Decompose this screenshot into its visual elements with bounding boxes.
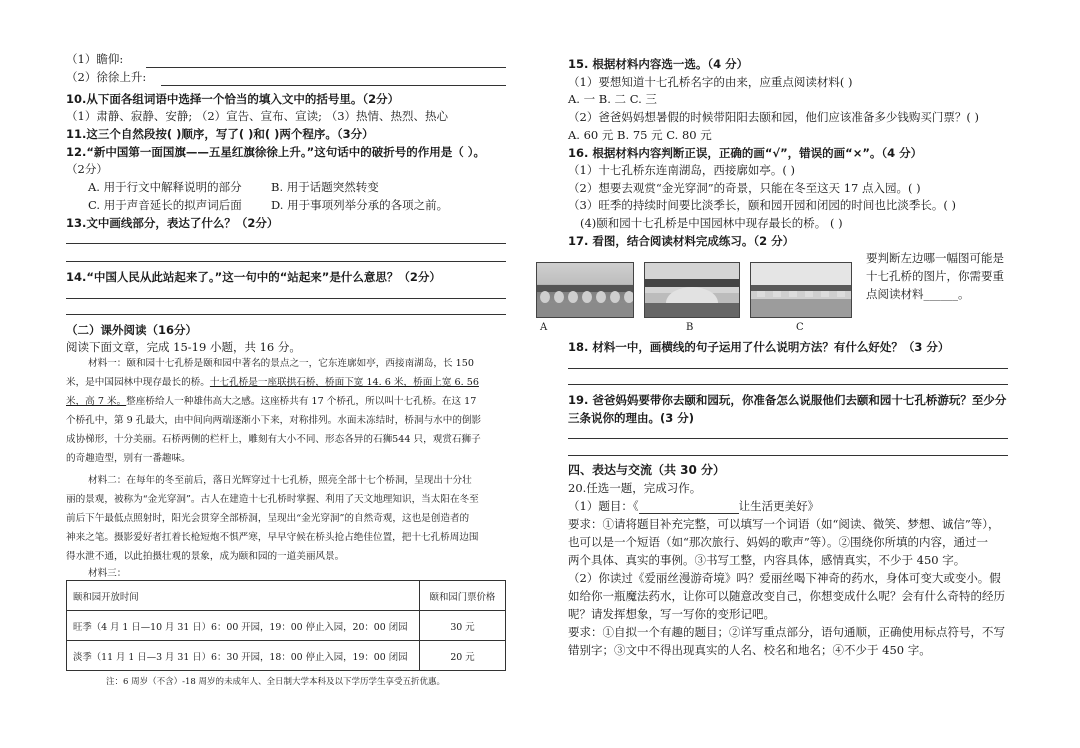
table-cell: 20 元 — [420, 641, 506, 671]
material1-line3: 米，高 7 米。整座桥给人一种雄伟高大之感。这座桥共有 17 个桥孔，所以叫十七孔桥。在这 17 — [66, 396, 477, 407]
bridge-photo-a — [536, 262, 634, 318]
table-header: 颐和园门票价格 — [420, 581, 506, 611]
photo-b-caption: B — [686, 322, 694, 333]
material1-line6: 的奇趣造型，别有一番趣味。 — [66, 453, 191, 464]
q9-2: （2）徐徐上升: — [66, 70, 147, 84]
table-cell: 30 元 — [420, 611, 506, 641]
q20-1-req-line2: 也可以是一个短语（如“那次旅行、妈妈的歌声”等）。②围绕你所填的内容，通过一 — [568, 535, 989, 549]
answer-line — [568, 438, 1008, 439]
q18: 18. 材料一中，画横线的句子运用了什么说明方法？有什么好处？（3 分） — [568, 340, 950, 354]
q12-option-d: D. 用于事项列举分承的各项之前。 — [271, 198, 449, 212]
underlined-sentence: 十七孔桥是一座联拱石桥，桥面下宽 14. 6 米，桥面上宽 6. 56 — [209, 377, 479, 388]
underlined-sentence-end: 米，高 7 米。 — [66, 396, 127, 407]
q20-1: （1）题目：《 让生活更美好》 — [568, 499, 820, 513]
answer-line — [568, 455, 1008, 456]
bridge-photo-b — [644, 262, 740, 318]
q10-options: （1）肃静、寂静、安静; （2）宣告、宣布、宣读; （3）热情、热烈、热心 — [66, 109, 449, 123]
q12-option-c: C. 用于声音延长的拟声词后面 — [88, 198, 242, 212]
long-bridge-image — [751, 263, 851, 317]
section2-intro: 阅读下面文章，完成 15-19 小题，共 16 分。 — [66, 340, 301, 354]
q15-2: （2）爸爸妈妈想暑假的时候带阳阳去颐和园，他们应该准备多少钱购买门票？( ) — [568, 110, 979, 124]
table-row — [67, 581, 506, 611]
material2-line2: 丽的景观，被称为“金光穿洞”。古人在建造十七孔桥时掌握、利用了天文地理知识，当太阳在冬至 — [66, 494, 479, 505]
section4-title: 四、表达与交流（共 30 分） — [568, 463, 726, 477]
q20-2-req-line2: 错别字；③文中不得出现真实的人名、校名和地名；④不少于 450 字。 — [568, 643, 931, 657]
material2-line3: 前后下午最低点照射时，阳光会贯穿全部桥洞，呈现出“金光穿洞”的自然奇观，这也是创造者的 — [66, 513, 470, 524]
q16-4: (4)颐和园十七孔桥是中国园林中现存最长的桥。 ( ) — [580, 216, 843, 230]
q20-2-line1: （2）你读过《爱丽丝漫游奇境》吗？爱丽丝喝下神奇的药水，身体可变大或变小。假 — [568, 571, 1001, 585]
ticket-note: 注：6 周岁（不含）-18 周岁的未成年人、全日制大学本科及以下学历学生享受五折优惠。 — [106, 677, 446, 687]
q19-line1: 19. 爸爸妈妈要带你去颐和园玩，你准备怎么说服他们去颐和园十七孔桥游玩？至少分 — [568, 393, 1007, 407]
q20-2-line3: 呢？请发挥想象，写一写你的变形记吧。 — [568, 607, 775, 621]
q12: 12.“新中国第一面国旗——五星红旗徐徐上升。”这句话中的破折号的作用是（ ）。 — [66, 145, 485, 159]
q15: 15. 根据材料内容选一选。（4 分） — [568, 57, 749, 71]
q12-option-b: B. 用于话题突然转变 — [271, 180, 379, 194]
q12-score: （2分） — [66, 162, 108, 176]
q20-2-line2: 如给你一瓶魔法药水，让你可以随意改变自己，你想变成什么呢？会有什么奇特的经历 — [568, 589, 1005, 603]
title-blank — [639, 513, 739, 514]
q16-1: （1）十七孔桥东连南湖岛，西接廓如亭。( ) — [568, 163, 795, 177]
q20-2-req-line1: 要求：①自拟一个有趣的题目；②详写重点部分，语句通顺，正确使用标点符号，不写 — [568, 625, 1005, 639]
material1-line2: 米，是中国园林中现存最长的桥。十七孔桥是一座联拱石桥，桥面下宽 14. 6 米，桥面上宽 6. 56 — [66, 377, 479, 388]
material1-line1: 材料一：颐和园十七孔桥是颐和园中著名的景点之一，它东连廓如亭，西接南湖岛，长 150 — [88, 358, 474, 369]
q9-1: （1）瞻仰: — [66, 52, 124, 66]
bridge-photo-c — [750, 262, 852, 318]
bridge-arches-image — [537, 263, 633, 317]
table-header: 颐和园开放时间 — [67, 581, 420, 611]
table-cell: 淡季（11 月 1 日—3 月 31 日）6：30 开园，18：00 停止入园，19：00 闭园 — [67, 641, 420, 671]
table-row — [67, 641, 506, 671]
q16-2: （2）想要去观赏“金光穿洞”的奇景，只能在冬至这天 17 点入园。( ) — [568, 181, 921, 195]
photo-a-caption: A — [540, 322, 548, 333]
q12-option-a: A. 用于行文中解释说明的部分 — [88, 180, 242, 194]
q16-3: （3）旺季的持续时间要比淡季长，颐和园开园和闭园的时间也比淡季长。( ) — [568, 198, 956, 212]
q14: 14.“中国人民从此站起来了。”这一句中的“站起来”是什么意思？（2分） — [66, 270, 441, 284]
answer-line — [161, 85, 506, 86]
answer-line — [66, 314, 506, 315]
material1-line5: 成协梯形，十分美丽。石桥两侧的栏杆上，雕刻有大小不同、形态各异的石狮544 只，观赏石狮子 — [66, 434, 481, 445]
q13: 13.文中画线部分，表达了什么？（2分） — [66, 216, 279, 230]
q20-1-req-line3: 两个具体、真实的事例。③书写工整，内容具体，感情真实，不少于 450 字。 — [568, 553, 966, 567]
q17-side-line2: 十七孔桥的图片，你需要重 — [866, 269, 1004, 283]
q20-1-req-line1: 要求：①请将题目补充完整，可以填写一个词语（如“阅读、微笑、梦想、诚信”等）， — [568, 517, 1000, 531]
photo-c-caption: C — [796, 322, 804, 333]
answer-line — [66, 261, 506, 262]
q17-side-line1: 要判断左边哪一幅图可能是 — [866, 251, 1004, 265]
single-arch-image — [645, 263, 739, 317]
material2-line4: 神来之笔。摄影爱好者扛着长枪短炮不惧严寒，早早守候在桥头抢占绝佳位置，把十七孔桥周边围 — [66, 532, 479, 543]
q20: 20.任选一题，完成习作。 — [568, 481, 702, 495]
q11: 11.这三个自然段按( )顺序，写了( )和( )两个程序。（3分） — [66, 127, 374, 141]
answer-line — [568, 384, 1008, 385]
material2-line5: 得水泄不通，以此拍摄壮观的景象，成为颐和园的一道美丽风景。 — [66, 551, 345, 562]
section2-title: （二）课外阅读（16分） — [66, 323, 198, 337]
table-cell: 旺季（4 月 1 日—10 月 31 日）6：00 开园，19：00 停止入园，20：00 闭园 — [67, 611, 420, 641]
q16: 16. 根据材料内容判断正误，正确的画“√”，错误的画“×”。（4 分） — [568, 146, 923, 160]
answer-line — [66, 298, 506, 299]
answer-line — [146, 67, 506, 68]
material1-line4: 个桥孔中，第 9 孔最大，由中间向两端逐渐小下来，对称排列。水面未冻结时，桥洞与水中的倒影 — [66, 415, 482, 426]
material3-label: 材料三： — [88, 568, 127, 579]
q10: 10.从下面各组词语中选择一个恰当的填入文中的括号里。（2分） — [66, 92, 400, 106]
answer-line — [66, 243, 506, 244]
table-row — [67, 611, 506, 641]
q19-line2: 三条说你的理由。(3 分) — [568, 411, 695, 425]
q17-side-line3: 点阅读材料______。 — [866, 287, 970, 301]
q17: 17. 看图，结合阅读材料完成练习。（2 分） — [568, 234, 795, 248]
q15-1: （1）要想知道十七孔桥名字的由来，应重点阅读材料( ) — [568, 75, 853, 89]
q15-2-options: A. 60 元 B. 75 元 C. 80 元 — [568, 128, 712, 142]
park-hours-table — [66, 580, 506, 671]
material2-line1: 材料二：在每年的冬至前后，落日光辉穿过十七孔桥，照亮全部十七个桥洞，呈现出十分壮 — [88, 475, 472, 486]
q15-1-options: A. 一 B. 二 C. 三 — [568, 92, 657, 106]
answer-line — [568, 368, 1008, 369]
